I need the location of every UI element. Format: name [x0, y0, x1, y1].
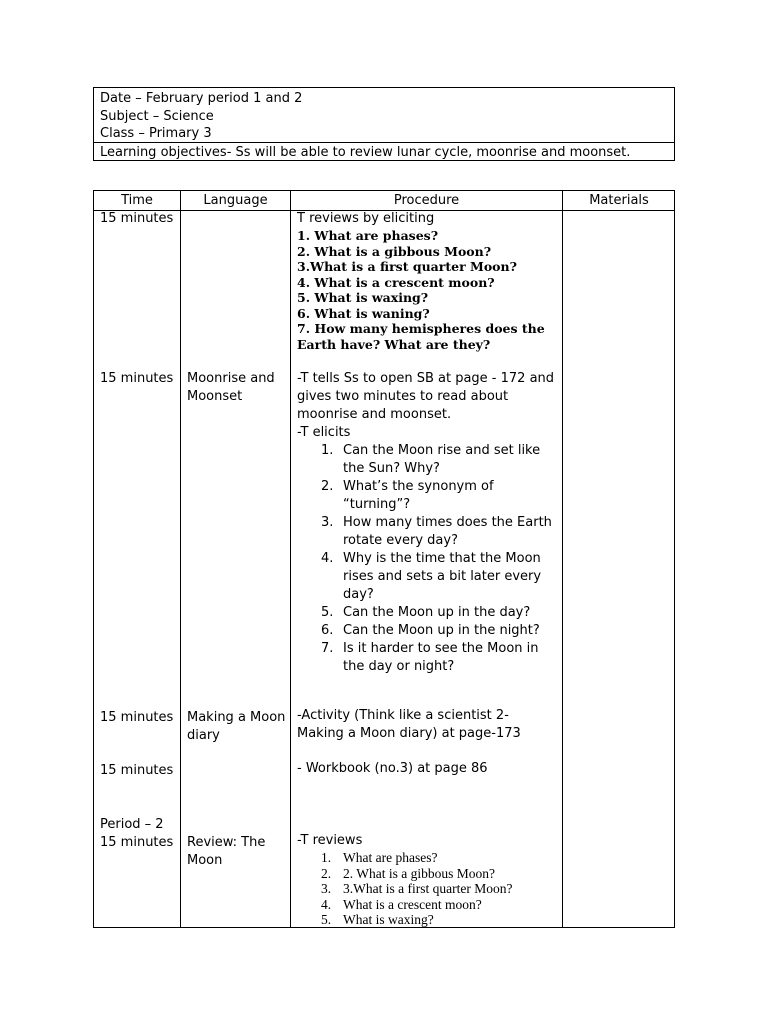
subject-line: Subject – Science	[100, 108, 214, 124]
column-header-language: Language	[203, 193, 268, 208]
procedure-cell	[297, 832, 559, 928]
question-list	[297, 442, 559, 676]
review-question: 7. How many hemispheres does the Earth have? What are they?	[297, 321, 545, 352]
time-cell: 15 minutes	[100, 371, 174, 386]
procedure-intro: T reviews by eliciting	[297, 211, 435, 226]
list-item: 1. What are phases?	[321, 850, 438, 865]
procedure-cell: - Workbook (no.3) at page 86	[297, 761, 488, 776]
column-divider	[562, 191, 563, 927]
lesson-plan-table	[93, 190, 675, 928]
review-question: 5. What is waxing?	[297, 290, 429, 305]
list-item: 6. Can the Moon up in the night?	[321, 623, 540, 638]
review-question: 6. What is waning?	[297, 305, 430, 321]
procedure-cell: -Activity (Think like a scientist 2- Making a Moon diary) at page-173	[297, 708, 521, 741]
column-divider	[180, 191, 181, 927]
review-question: 2. What is a gibbous Moon?	[297, 243, 492, 259]
date-line: Date – February period 1 and 2	[100, 91, 303, 106]
question-list	[297, 850, 559, 928]
list-item: 3. How many times does the Earth rotate every day?	[321, 515, 552, 548]
list-item: 7. Is it harder to see the Moon in the day or night?	[321, 641, 539, 674]
time-cell: 15 minutes	[100, 710, 174, 725]
time-cell: 15 minutes	[100, 211, 174, 226]
review-question: 1. What are phases?	[297, 228, 439, 243]
class-line: Class – Primary 3	[100, 126, 212, 141]
procedure-cell	[297, 210, 559, 352]
list-item: 5. What is waxing?	[321, 912, 434, 927]
list-item: 4. What is a crescent moon?	[321, 896, 482, 912]
column-header-materials: Materials	[589, 193, 649, 208]
list-item: 5. Can the Moon up in the day?	[321, 605, 531, 620]
language-cell: Making a Moon diary	[187, 710, 286, 743]
language-cell: Review: The Moon	[187, 835, 266, 868]
list-item: 1. Can the Moon rise and set like the Sun? Why?	[321, 443, 541, 476]
language-cell: Moonrise and Moonset	[187, 371, 275, 404]
learning-objectives: Learning objectives- Ss will be able to review lunar cycle, moonrise and moonset.	[94, 142, 674, 162]
list-item: 2. What’s the synonym of “turning”?	[321, 479, 494, 512]
time-cell: 15 minutes	[100, 835, 174, 850]
review-question: 3.What is a first quarter Moon?	[297, 259, 517, 274]
procedure-intro: -T elicits	[297, 425, 351, 440]
procedure-intro: -T tells Ss to open SB at page - 172 and gives two minutes to read about moonrise and moonset.	[297, 371, 555, 422]
procedure-intro: -T reviews	[297, 833, 363, 848]
period-label: Period – 2	[100, 817, 164, 832]
list-item: 4. Why is the time that the Moon rises and sets a bit later every day?	[321, 551, 542, 602]
column-header-time: Time	[121, 193, 153, 208]
list-item: 2. 2. What is a gibbous Moon?	[321, 865, 495, 881]
procedure-cell	[297, 370, 559, 676]
column-header-procedure: Procedure	[393, 193, 460, 208]
lesson-header	[93, 87, 675, 161]
review-question: 4. What is a crescent moon?	[297, 274, 495, 290]
column-divider	[290, 191, 291, 927]
list-item: 3. 3.What is a first quarter Moon?	[321, 881, 513, 896]
time-cell: 15 minutes	[100, 763, 174, 778]
